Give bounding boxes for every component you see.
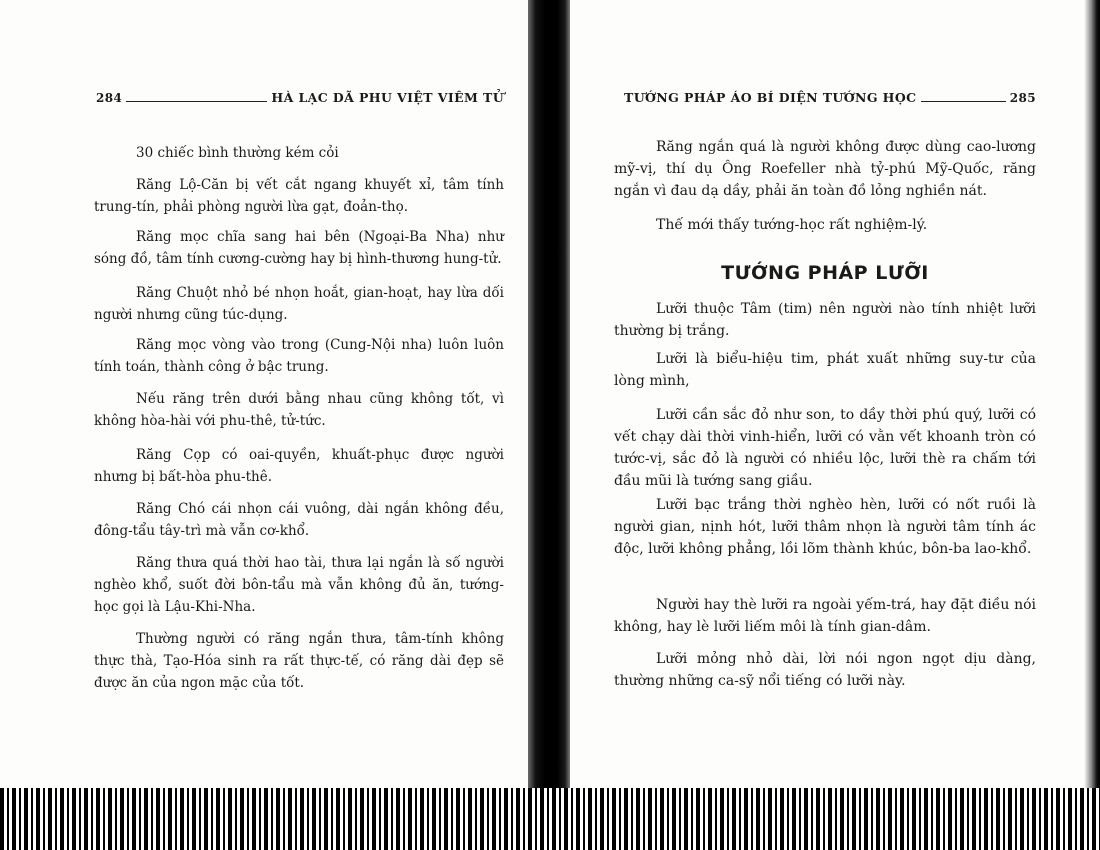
left-page-number: 284 (96, 91, 123, 105)
scan-stripe-border (0, 788, 1100, 850)
section-title: TƯỚNG PHÁP LƯỠI (721, 262, 929, 284)
right-paragraph: Lưỡi bạc trắng thời nghèo hèn, lưỡi có nốt ruồi là người gian, nịnh hót, lưỡi thâm nhọn là người tâm tính ác độc, lưỡi không phẳng, lồi lõm thành khúc, bôn-ba lao-khổ. (614, 497, 1036, 557)
right-paragraph: Lưỡi mỏng nhỏ dài, lời nói ngon ngọt dịu dàng, thường những ca-sỹ nổi tiếng có lưỡi này. (614, 651, 1036, 689)
header-rule (126, 101, 267, 102)
right-paragraph: Lưỡi cần sắc đỏ như son, to dầy thời phú quý, lưỡi có vết chạy dài thời vinh-hiển, lưỡi có vằn vết khoanh tròn có tước-vị, sắc đỏ là người có nhiều lộc, lưỡi thè ra chấm tới đầu mũi là tướng sang giầu. (614, 407, 1036, 489)
right-page-number: 285 (1009, 91, 1036, 105)
left-paragraph: Răng Chuột nhỏ bé nhọn hoắt, gian-hoạt, hay lừa dối người nhưng cũng túc-dụng. (94, 285, 504, 323)
right-paragraph: Lưỡi là biểu-hiệu tim, phát xuất những suy-tư của lòng mình, (614, 351, 1036, 389)
left-paragraph: Răng Lộ-Căn bị vết cắt ngang khuyết xỉ, tâm tính trung-tín, phải phòng người lừa gạt, đoản-thọ. (94, 177, 504, 215)
left-running-header (96, 90, 504, 105)
left-header-title: HÀ LẠC DÃ PHU VIỆT VIÊM TỬ (271, 90, 504, 105)
left-paragraph: 30 chiếc bình thường kém cỏi (136, 145, 339, 161)
right-paragraph: Lưỡi thuộc Tâm (tim) nên người nào tính nhiệt lưỡi thường bị trắng. (614, 301, 1036, 339)
left-paragraph: Răng thưa quá thời hao tài, thưa lại ngắn là số người nghèo khổ, suốt đời bôn-tẩu mà vẫn không đủ ăn, tướng-học gọi là Lậu-Khi-Nha. (94, 555, 504, 615)
left-paragraph: Nếu răng trên dưới bằng nhau cũng không tốt, vì không hòa-hài với phu-thê, tử-tức. (94, 391, 504, 429)
left-paragraph: Răng mọc vòng vào trong (Cung-Nội nha) luôn luôn tính toán, thành công ở bậc trung. (94, 337, 504, 375)
left-paragraph: Thường người có răng ngắn thưa, tâm-tính không thực thà, Tạo-Hóa sinh ra rất thực-tế, có răng dài đẹp sẽ được ăn của ngon mặc của tốt. (94, 631, 504, 691)
book-gutter-shadow (528, 0, 570, 790)
left-paragraph: Răng mọc chĩa sang hai bên (Ngoại-Ba Nha) như sóng đồ, tâm tính cương-cường hay bị hình-thương hung-tử. (94, 229, 504, 267)
left-paragraph: Răng Cọp có oai-quyền, khuất-phục được người nhưng bị bất-hòa phu-thê. (94, 447, 504, 485)
right-paragraph: Răng ngắn quá là người không được dùng cao-lương mỹ-vị, thí dụ Ông Roefeller nhà tỷ-phú Mỹ-Quốc, răng ngắn vì đau dạ dầy, phải ăn toàn đồ lỏng nghiền nát. (614, 139, 1036, 199)
right-paragraph: Thế mới thấy tướng-học rất nghiệm-lý. (656, 217, 928, 233)
right-header-title: TƯỚNG PHÁP ÁO BÍ DIỆN TƯỚNG HỌC (624, 90, 917, 105)
right-paragraph: Người hay thè lưỡi ra ngoài yếm-trá, hay đặt điều nói không, hay lè lưỡi liếm môi là tính gian-dâm. (614, 597, 1036, 635)
right-running-header (624, 90, 1036, 105)
left-paragraph: Răng Chó cái nhọn cái vuông, dài ngắn không đều, đông-tẩu tây-trì mà vẫn cơ-khổ. (94, 501, 504, 539)
right-edge-shadow (1084, 0, 1100, 790)
header-rule (921, 101, 1006, 102)
